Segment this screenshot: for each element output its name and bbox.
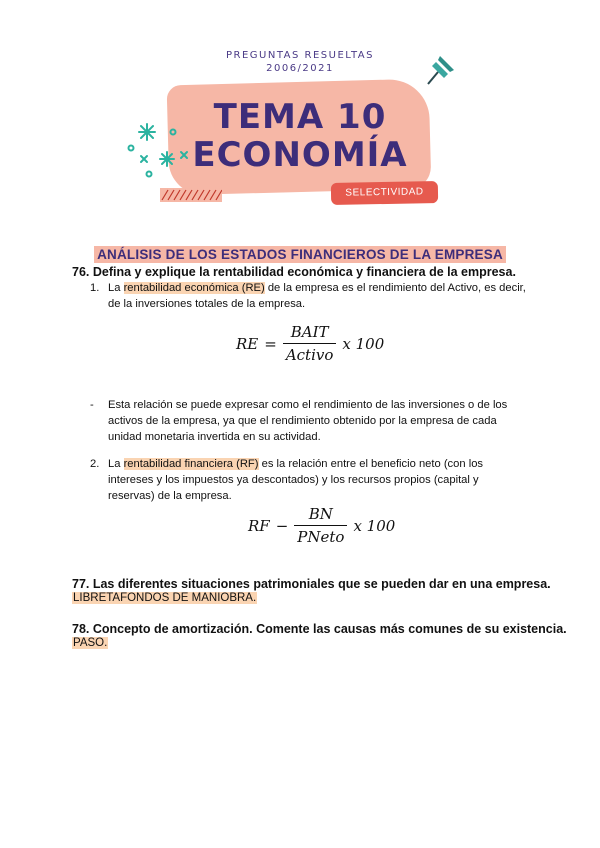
q76-item1 [108,280,528,312]
answer-78 [72,637,108,649]
item2-post: es la relación entre el beneficio neto (con los intereses y los impuestos ya descontados) y los recursos propios (capital y reservas) de la empresa. [108,458,484,502]
formula-rf-op: − [275,516,289,535]
formula-re-denominator: Activo [283,343,337,364]
formula-rf [248,505,395,546]
formula-re [236,323,384,364]
q76-item2 [108,456,528,504]
answer-77-text: LIBRETAFONDOS DE MANIOBRA. [73,592,257,604]
item1-post: de la empresa es el rendimiento del Activo, es decir, de la inversiones totales de la empresa. [108,282,526,310]
title-line-2: ECONOMÍA [192,135,408,175]
formula-re-tail: x 100 [342,334,385,353]
pushpin-icon [420,50,460,90]
title-line-1: TEMA 10 [213,97,387,137]
formula-rf-tail: x 100 [353,516,396,535]
item2-pre: La [108,458,124,470]
answer-78-text: PASO. [73,637,108,649]
pattern-strip-icon [160,186,222,204]
formula-re-lhs: RE [236,334,259,353]
answer-77 [72,592,257,604]
kicker-line-1: PREGUNTAS RESUELTAS [225,50,374,61]
formula-rf-denominator: PNeto [294,525,347,546]
q76-item2-marker: 2. [90,458,100,470]
q76-item1-marker: 1. [90,282,100,294]
section-heading [0,246,600,264]
item1-pre: La [108,282,124,294]
selectividad-badge: SELECTIVIDAD [331,181,438,205]
question-78: 78. Concepto de amortización. Comente las causas más comunes de su existencia. [72,622,567,636]
question-76: 76. Defina y explique la rentabilidad económica y financiera de la empresa. [72,265,516,279]
q76-bullet: Esta relación se puede expresar como el rendimiento de las inversiones o de los activos de la empresa, ya que el rendimiento obtenido por la empresa de cada unidad monetaria invertida en su actividad. [108,399,508,443]
formula-re-numerator: BAIT [290,323,329,341]
formula-re-op: = [264,334,277,353]
question-77: 77. Las diferentes situaciones patrimoniales que se pueden dar en una empresa. [72,577,551,591]
rentabilidad-economica-highlight: rentabilidad económica (RE) [123,282,265,294]
formula-rf-fraction [294,505,347,546]
formula-rf-numerator: BN [308,505,333,523]
kicker-line-2: 2006/2021 [266,63,334,74]
section-heading-text: ANÁLISIS DE LOS ESTADOS FINANCIEROS DE LA EMPRESA [94,246,506,263]
formula-re-fraction [283,323,337,364]
formula-rf-lhs: RF [248,516,270,535]
q76-bullet-marker: - [90,399,94,411]
rentabilidad-financiera-highlight: rentabilidad financiera (RF) [123,458,259,470]
